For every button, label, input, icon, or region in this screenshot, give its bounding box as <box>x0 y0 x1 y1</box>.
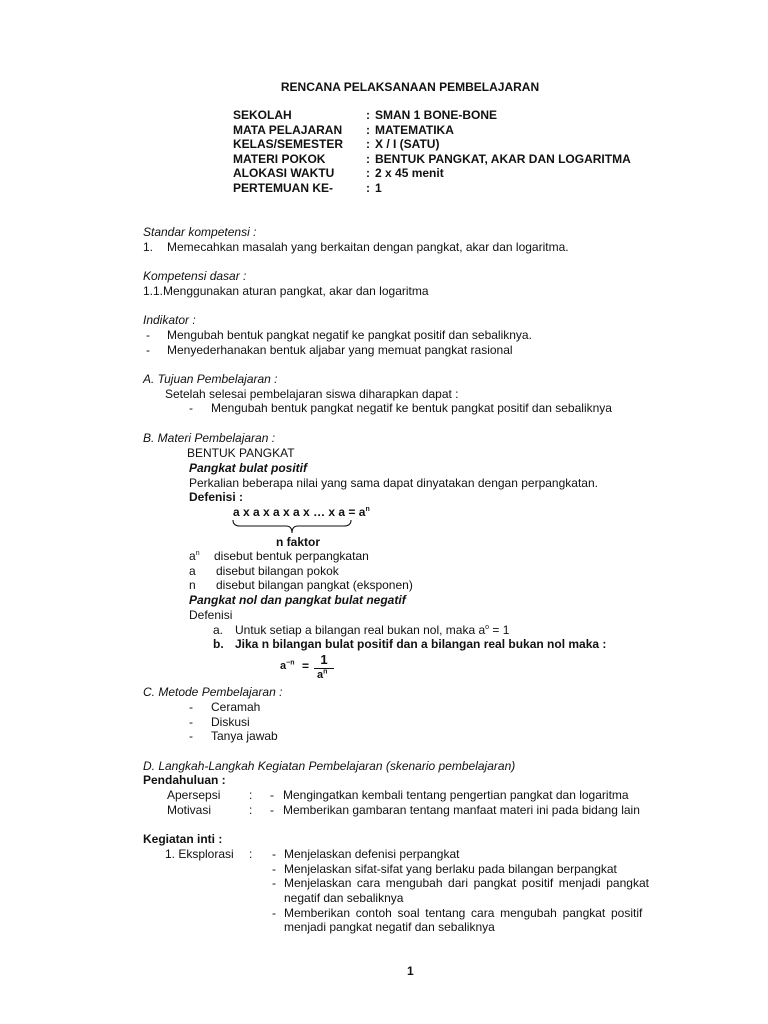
document-title: RENCANA PELAKSANAAN PEMBELAJARAN <box>280 80 540 94</box>
eksplorasi-item: Memberikan contoh soal tentang cara mengubah pangkat positif <box>284 906 643 920</box>
standar-number: 1. <box>143 240 154 254</box>
underbrace-icon <box>232 519 352 535</box>
tujuan-intro: Setelah selesai pembelajaran siswa diharapkan dapat : <box>165 387 459 401</box>
tujuan-item: Mengubah bentuk pangkat negatif ke bentuk pangkat positif dan sebaliknya <box>211 401 612 415</box>
formula-product <box>233 505 370 519</box>
list-bullet: - <box>189 715 193 729</box>
rule-b-label: b. <box>213 637 224 651</box>
frac-left <box>280 659 295 673</box>
formula-base: a x a x a x a x … x a = a <box>233 505 366 519</box>
metode-heading: C. Metode Pembelajaran : <box>143 685 283 699</box>
eksplorasi-label: 1. Eksplorasi <box>165 847 234 861</box>
list-bullet: - <box>272 847 276 861</box>
list-bullet: - <box>270 803 274 817</box>
def-symbol-letter: a <box>189 549 196 563</box>
formula-faktor-label: n faktor <box>276 535 321 549</box>
list-bullet: - <box>189 700 193 714</box>
header-label: MATA PELAJARAN <box>233 123 343 137</box>
kompetensi-heading: Kompetensi dasar : <box>143 269 247 283</box>
list-bullet: - <box>272 862 276 876</box>
header-label: ALOKASI WAKTU <box>233 166 335 180</box>
metode-item: Tanya jawab <box>211 729 278 743</box>
page-number: 1 <box>407 964 414 978</box>
pend-colon: : <box>249 788 253 802</box>
list-bullet: - <box>272 876 276 890</box>
header-colon: : <box>366 137 370 151</box>
eksplorasi-item-cont: negatif dan sebaliknya <box>284 891 404 905</box>
rule-a-label: a. <box>213 623 224 637</box>
pend-label: Apersepsi <box>167 788 221 802</box>
frac-den-sup: n <box>323 668 328 676</box>
def-symbol-sup: n <box>195 550 200 557</box>
list-bullet: - <box>146 328 150 342</box>
list-bullet: - <box>270 788 274 802</box>
list-bullet: - <box>272 906 276 920</box>
materi-topic: BENTUK PANGKAT <box>187 446 295 460</box>
materi-text: Perkalian beberapa nilai yang sama dapat dinyatakan dengan perpangkatan. <box>189 476 598 490</box>
pend-colon: : <box>249 803 253 817</box>
list-bullet: - <box>146 343 150 357</box>
list-bullet: - <box>189 401 193 415</box>
eksplorasi-item-cont: menjadi pangkat negatif dan sebaliknya <box>284 920 495 934</box>
header-colon: : <box>366 152 370 166</box>
defenisi-label: Defenisi : <box>189 490 244 504</box>
header-label: SEKOLAH <box>233 108 292 122</box>
header-colon: : <box>366 123 370 137</box>
rule-a-text <box>235 623 509 637</box>
header-colon: : <box>366 108 370 122</box>
eksplorasi-item: Menjelaskan sifat-sifat yang berlaku pada bilangan berpangkat <box>284 862 617 876</box>
frac-left-base: a <box>280 660 287 672</box>
langkah-heading: D. Langkah-Langkah Kegiatan Pembelajaran (skenario pembelajaran) <box>143 759 516 773</box>
rule-a-end: = 1 <box>489 623 510 637</box>
header-label: KELAS/SEMESTER <box>233 137 344 151</box>
eksplorasi-item: Menjelaskan defenisi perpangkat <box>284 847 460 861</box>
header-value: 1 <box>375 181 382 195</box>
materi-subheading: Pangkat bulat positif <box>189 461 308 475</box>
eksplorasi-colon: : <box>249 847 253 861</box>
list-bullet: - <box>189 729 193 743</box>
materi-heading: B. Materi Pembelajaran : <box>143 431 276 445</box>
header-value: SMAN 1 BONE-BONE <box>375 108 498 122</box>
header-value: MATEMATIKA <box>375 123 454 137</box>
frac-den-base: a <box>317 669 324 681</box>
pend-text: Memberikan gambaran tentang manfaat materi ini pada bidang lain <box>283 803 640 817</box>
indikator-item: Menyederhanakan bentuk aljabar yang memuat pangkat rasional <box>167 343 513 357</box>
header-value: 2 x 45 menit <box>375 166 444 180</box>
def-text: disebut bilangan pokok <box>216 564 339 578</box>
def-text: disebut bilangan pangkat (eksponen) <box>216 578 413 592</box>
frac-denominator <box>317 669 327 681</box>
standar-heading: Standar kompetensi : <box>143 225 257 239</box>
standar-text: Memecahkan masalah yang berkaitan dengan pangkat, akar dan logaritma. <box>167 240 569 254</box>
pendahuluan-label: Pendahuluan : <box>143 773 226 787</box>
metode-item: Ceramah <box>211 700 261 714</box>
defenisi-label-2: Defenisi <box>189 608 233 622</box>
frac-left-sup: −n <box>286 659 295 667</box>
rule-a-sup: o <box>485 624 490 631</box>
metode-item: Diskusi <box>211 715 250 729</box>
def-text: disebut bentuk perpangkatan <box>214 549 369 563</box>
formula-exponent: n <box>365 506 370 513</box>
materi-subheading-2: Pangkat nol dan pangkat bulat negatif <box>189 593 406 607</box>
indikator-item: Mengubah bentuk pangkat negatif ke pangkat positif dan sebaliknya. <box>167 328 532 342</box>
header-label: PERTEMUAN KE- <box>233 181 334 195</box>
def-symbol: n <box>189 578 196 592</box>
pend-label: Motivasi <box>167 803 212 817</box>
header-colon: : <box>366 181 370 195</box>
rule-b-text: Jika n bilangan bulat positif dan a bilangan real bukan nol maka : <box>235 637 607 651</box>
header-colon: : <box>366 166 370 180</box>
def-symbol <box>189 549 200 563</box>
header-value: BENTUK PANGKAT, AKAR DAN LOGARITMA <box>375 152 631 166</box>
def-symbol: a <box>189 564 196 578</box>
rule-a-main: Untuk setiap a bilangan real bukan nol, maka a <box>235 623 486 637</box>
indikator-heading: Indikator : <box>143 313 196 327</box>
tujuan-heading: A. Tujuan Pembelajaran : <box>143 372 278 386</box>
frac-numerator: 1 <box>320 652 328 667</box>
pend-text: Mengingatkan kembali tentang pengertian pangkat dan logaritma <box>283 788 629 802</box>
eksplorasi-item: Menjelaskan cara mengubah dari pangkat positif menjadi pangkat <box>284 876 649 890</box>
frac-equals: = <box>302 659 310 673</box>
header-value: X / I (SATU) <box>375 137 440 151</box>
header-label: MATERI POKOK <box>233 152 326 166</box>
kompetensi-text: 1.1.Menggunakan aturan pangkat, akar dan logaritma <box>143 284 429 298</box>
kegiatan-inti-label: Kegiatan inti : <box>143 832 223 846</box>
